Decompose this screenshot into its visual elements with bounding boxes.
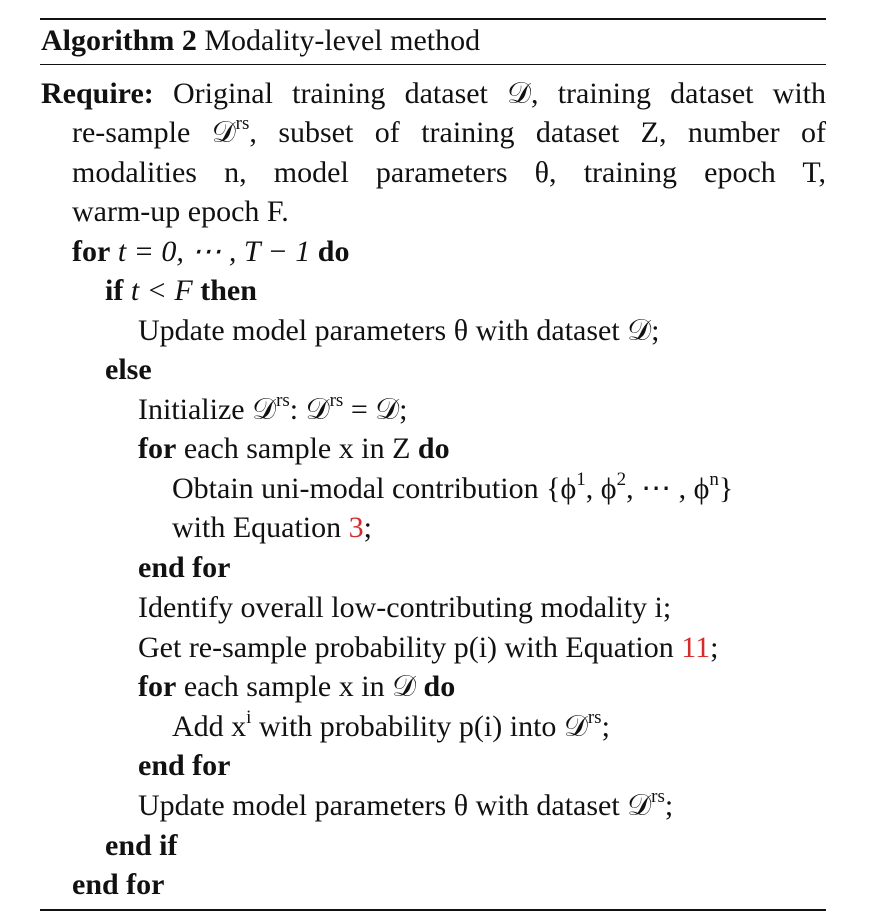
- require-line-4: [72, 192, 289, 232]
- identify-line: [138, 588, 671, 628]
- get-probability-text: Get re-sample probability p(i) with Equation: [138, 631, 682, 664]
- else-keyword: else: [105, 353, 152, 386]
- caption-rule: [40, 64, 826, 65]
- obtain-line-1: [172, 469, 733, 509]
- identify-text: Identify overall low-contributing modality i;: [138, 591, 672, 624]
- obtain-text-1: Obtain uni-modal contribution {$\phi^1$, $\phi^2$, ⋯ , $\phi^n$}: [172, 469, 734, 505]
- end-if-line: [105, 826, 178, 866]
- end-for-inner-1: [138, 548, 231, 588]
- for-sample-d-text: each sample x in 𝒟: [176, 670, 424, 703]
- end-for-inner-2: [138, 746, 231, 786]
- require-keyword: Require:: [41, 77, 154, 110]
- obtain-text-2: with Equation: [172, 511, 349, 544]
- end-for-keyword: end for: [138, 749, 231, 782]
- for-sample-d-line: [138, 667, 455, 707]
- if-keyword: if: [105, 274, 124, 307]
- add-text: Add $x^i$ with probability p(i) into 𝒟$^{rs}$;: [172, 707, 610, 743]
- bottom-rule: [40, 909, 826, 911]
- algorithm-title: Modality-level method: [204, 24, 481, 57]
- require-text-4: warm-up epoch F.: [72, 195, 289, 228]
- end-for-keyword: end for: [72, 868, 165, 901]
- require-line-1: [41, 74, 826, 114]
- update-text-2: Update model parameters θ with dataset 𝒟$^{rs}$;: [138, 786, 674, 822]
- for-sample-z-line: [138, 429, 450, 469]
- initialize-line: [138, 390, 408, 430]
- do-keyword: do: [423, 670, 456, 703]
- initialize-text: Initialize 𝒟$^{rs}$: 𝒟$^{rs}$ = 𝒟;: [138, 390, 408, 426]
- update-line-2: [138, 786, 673, 826]
- equation-ref-11[interactable]: 11: [681, 631, 711, 664]
- require-text-2: re-sample 𝒟$^{rs}$, subset of training dataset Z, number of: [72, 113, 826, 149]
- for-epoch-expr: t = 0, ⋯ , T − 1: [117, 235, 311, 268]
- require-line-3: [72, 153, 826, 193]
- algorithm-label: Algorithm 2: [41, 24, 197, 57]
- for-sample-z-text: each sample x in Z: [176, 432, 418, 465]
- do-keyword: do: [317, 235, 350, 268]
- algorithm-caption: [41, 22, 480, 60]
- require-text-1: Original training dataset 𝒟, training dataset with: [172, 77, 826, 110]
- require-line-2: [72, 113, 826, 153]
- obtain-line-2: with Equation 3;: [172, 511, 372, 544]
- end-if-keyword: end if: [105, 829, 178, 862]
- for-keyword: for: [138, 432, 177, 465]
- for-keyword: for: [72, 235, 111, 268]
- require-text-3: modalities n, model parameters θ, training epoch T,: [72, 156, 826, 189]
- get-probability-line: Get re-sample probability p(i) with Equation 11;: [138, 631, 719, 664]
- if-line: [105, 271, 257, 311]
- equation-ref-3[interactable]: 3: [348, 511, 364, 544]
- for-keyword: for: [138, 670, 177, 703]
- for-epoch-line: [72, 232, 349, 272]
- add-line: [172, 707, 610, 747]
- end-for-outer: [72, 865, 165, 905]
- do-keyword: do: [417, 432, 450, 465]
- update-text-1: Update model parameters θ with dataset 𝒟;: [138, 314, 660, 347]
- if-condition: t < F: [130, 274, 193, 307]
- else-line: [105, 350, 152, 390]
- top-rule: [40, 18, 826, 20]
- end-for-keyword: end for: [138, 551, 231, 584]
- update-line-1: [138, 311, 659, 351]
- then-keyword: then: [200, 274, 257, 307]
